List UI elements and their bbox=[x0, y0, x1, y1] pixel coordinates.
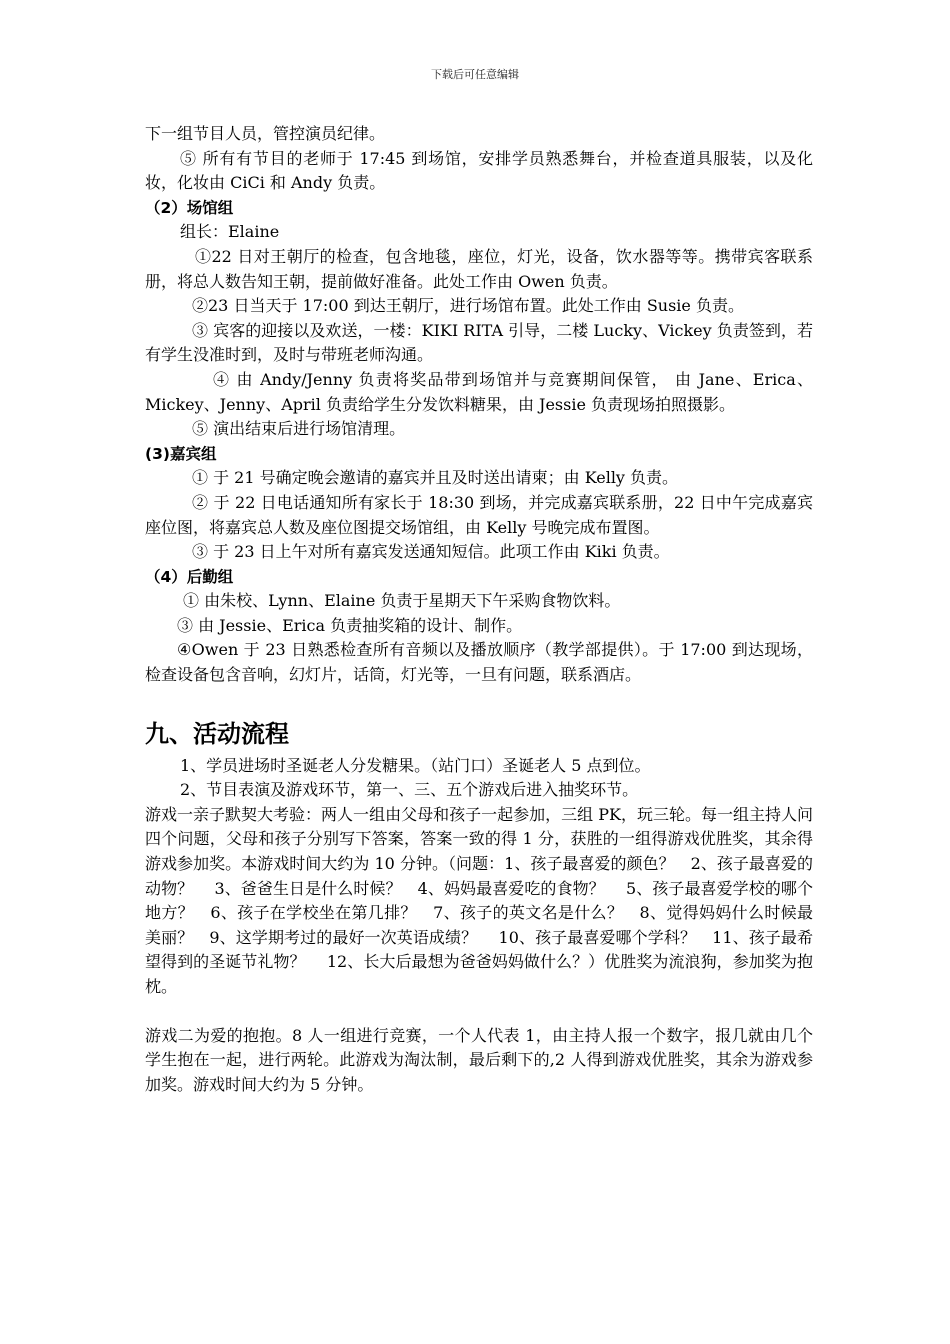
page-header: 下载后可任意编辑 bbox=[431, 68, 519, 81]
game-1-description: 游戏一亲子默契大考验：两人一组由父母和孩子一起参加，三组 PK，玩三轮。每一组主持人问四个问题，父母和孩子分别写下答案，答案一致的得 1 分，获胜的一组得游戏优胜奖，其余得游戏参加奖。本游戏时间大约为 10 分钟。（问题：1、孩子最喜爱的颜色？ 2、孩子最喜爱的动物？ 3、爸爸生日是什么时候？ 4、妈妈最喜爱吃的食物？ 5、孩子最喜爱学校的哪个地方？ 6、孩子在学校坐在第几排？ 7、孩子的英文名是什么？ 8、觉得妈妈什么时候最美丽？ 9、这学期考过的最好一次英语成绩？ 10、孩子最喜爱哪个学科？ 11、孩子最希望得到的圣诞节礼物？ 12、长大后最想为爸爸妈妈做什么？）优胜奖为流浪狗，参加奖为抱枕。 bbox=[145, 804, 813, 996]
section-logistics-heading: （4）后勤组 bbox=[145, 567, 234, 586]
logistics-item-4: ④Owen 于 23 日熟悉检查所有音频以及播放顺序（教学部提供）。于 17:00 到达现场，检查设备包含音响，幻灯片，话筒，灯光等，一旦有问题，联系酒店。 bbox=[145, 640, 813, 685]
logistics-item-3: ③ 由 Jessie、Erica 负责抽奖箱的设计、制作。 bbox=[177, 615, 523, 635]
guest-item-3: ③ 于 23 日上午对所有嘉宾发送通知短信。此项工作由 Kiki 负责。 bbox=[192, 542, 670, 562]
line-1: 下一组节目人员，管控演员纪律。 bbox=[145, 124, 386, 143]
section-guest-heading: (3)嘉宾组 bbox=[145, 444, 217, 463]
flow-item-2: 2、节目表演及游戏环节，第一、三、五个游戏后进入抽奖环节。 bbox=[180, 780, 639, 800]
guest-item-1: ① 于 21 号确定晚会邀请的嘉宾并且及时送出请柬；由 Kelly 负责。 bbox=[192, 468, 679, 488]
guest-item-2: ② 于 22 日电话通知所有家长于 18:30 到场，并完成嘉宾联系册，22 日中午完成嘉宾座位图，将嘉宾总人数及座位图提交场馆组，由 Kelly 号晚完成布置图。 bbox=[145, 492, 813, 537]
venue-item-2: ②23 日当天于 17:00 到达王朝厅，进行场馆布置。此处工作由 Susie 负责。 bbox=[192, 296, 744, 316]
logistics-item-1: ① 由朱校、Lynn、Elaine 负责于星期天下午采购食物饮料。 bbox=[183, 591, 621, 611]
venue-leader: 组长：Elaine bbox=[180, 222, 280, 242]
venue-item-4: ④ 由 Andy/Jenny 负责将奖品带到场馆并与竞赛期间保管， 由 Jane、Erica、Mickey、Jenny、April 负责给学生分发饮料糖果，由 Jessie 负责现场拍照摄影。 bbox=[145, 369, 813, 414]
venue-item-5: ⑤ 演出结束后进行场馆清理。 bbox=[192, 419, 406, 439]
game-2-description: 游戏二为爱的抱抱。8 人一组进行竞赛，一个人代表 1，由主持人报一个数字，报几就由几个学生抱在一起，进行两轮。此游戏为淘汰制，最后剩下的,2 人得到游戏优胜奖，其余为游戏参加奖。游戏时间大约为 5 分钟。 bbox=[145, 1025, 813, 1094]
venue-item-1: ①22 日对王朝厅的检查，包含地毯，座位，灯光，设备，饮水器等等。携带宾客联系册，将总人数告知王朝，提前做好准备。此处工作由 Owen 负责。 bbox=[145, 246, 813, 291]
section-9-heading: 九、活动流程 bbox=[145, 719, 289, 748]
paragraph-gap bbox=[145, 1000, 813, 1024]
flow-item-1: 1、学员进场时圣诞老人分发糖果。（站门口）圣诞老人 5 点到位。 bbox=[180, 755, 651, 775]
document-body bbox=[145, 122, 813, 1097]
section-venue-heading: （2）场馆组 bbox=[145, 198, 234, 217]
venue-item-3: ③ 宾客的迎接以及欢送，一楼：KIKI RITA 引导，二楼 Lucky、Vickey 负责签到，若有学生没准时到，及时与带班老师沟通。 bbox=[145, 320, 813, 365]
performers-item-5: ⑤ 所有有节目的老师于 17:45 到场馆，安排学员熟悉舞台，并检查道具服装，以及化妆，化妆由 CiCi 和 Andy 负责。 bbox=[145, 148, 813, 193]
